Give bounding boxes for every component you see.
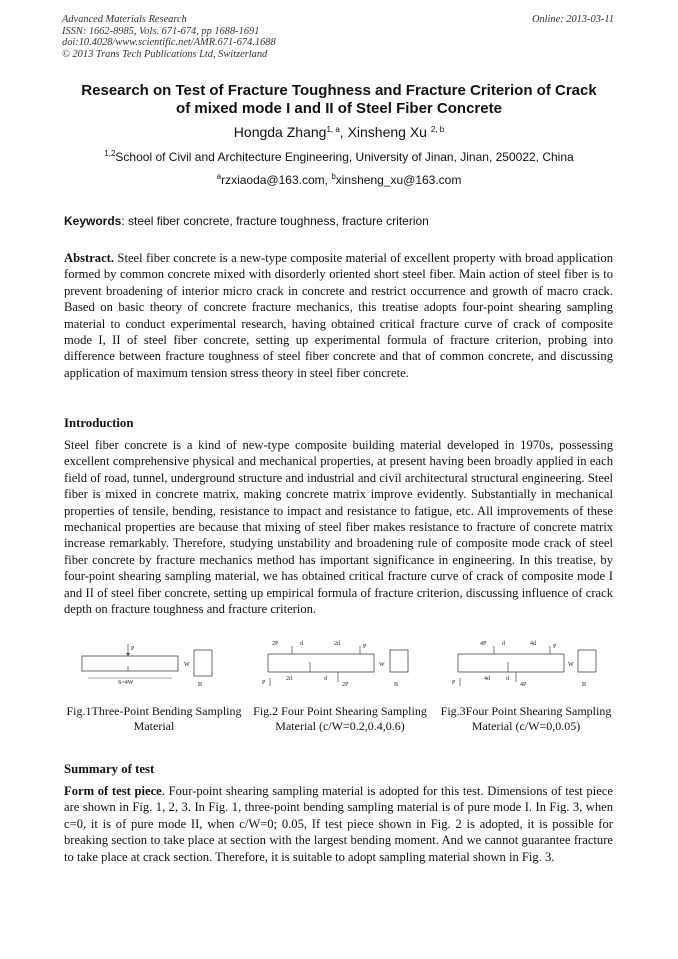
figure-3-diagram xyxy=(450,640,618,698)
fig2-label-top-right-load: P xyxy=(363,644,367,650)
figure-3-caption: Fig.3Four Point Shearing Sampling Material (c/W=0,0.05) xyxy=(440,704,612,733)
fig1-section xyxy=(194,650,212,676)
fig2-label-depth: B xyxy=(394,682,399,688)
title-line-2: of mixed mode I and II of Steel Fiber Concrete xyxy=(176,100,502,117)
fig3-label-depth: B xyxy=(582,682,587,688)
online-date: Online: 2013-03-11 xyxy=(531,14,614,25)
fig3-label-width: W xyxy=(568,662,574,668)
figure-2-diagram xyxy=(262,640,432,698)
abstract-label: Abstract. xyxy=(64,251,115,265)
journal-copyright: © 2013 Trans Tech Publications Ltd, Switzerland xyxy=(62,48,268,60)
journal-doi: doi:10.4028/www.scientific.net/AMR.671-674.1688 xyxy=(62,37,276,49)
fig3-label-bottom-right-load: 4P xyxy=(520,682,527,688)
journal-meta xyxy=(62,14,276,60)
fig2-label-bottom-d: d xyxy=(324,676,327,682)
figure-1-caption: Fig.1Three-Point Bending Sampling Material xyxy=(66,704,242,733)
fig1-label-span: S=4W xyxy=(118,680,134,686)
summary-body: . Four-point shearing sampling material is adopted for this test. Dimensions of test piece are shown in Fig. 1, 2, 3. In Fig. 1, three-point bending sampling material is of pure mode I. In Fig. 3, when c=0, it is of pure mode II, when c/W=0; 0.05, If test piece shown in Fig. 2 is adopted, it is possible for breaking section to take place at section with the largest bending moment. And we cannot guarantee fracture to take place at crack section. Therefore, it is suitable to adopt sampling material shown in Fig. 3. xyxy=(64,784,613,864)
author-emails xyxy=(62,173,616,187)
author-2: Xinsheng Xu xyxy=(347,124,431,140)
introduction-heading: Introduction xyxy=(64,416,134,430)
fig2-beam xyxy=(268,654,374,672)
fig2-label-top-left-load: 2P xyxy=(272,641,279,647)
fig2-label-bottom-right-load: 2P xyxy=(342,682,349,688)
keywords-text: : steel fiber concrete, fracture toughness, fracture criterion xyxy=(121,214,429,228)
fig3-label-bottom-d: d xyxy=(506,676,509,682)
abstract xyxy=(64,250,613,381)
fig1-label-depth: B xyxy=(198,682,203,688)
email-a[interactable]: rzxiaoda@163.com, xyxy=(221,173,332,187)
fig2-label-bottom-left-load: P xyxy=(262,680,266,686)
figures-row xyxy=(62,640,618,700)
fig3-label-top-right-load: P xyxy=(553,644,557,650)
fig1-load-arrowhead xyxy=(126,653,130,656)
author-separator: , xyxy=(339,124,348,140)
paper-title xyxy=(62,82,616,118)
figure-1-diagram xyxy=(76,640,226,692)
introduction-text: Steel fiber concrete is a kind of new-type composite building material developed in 1970s, possessing excellent comprehensive physical and mechanical properties, at present having been broadly applied in each field of road, tunnel, underground structure and industrial and civil architectural structural engineering. Steel fiber is mixed in concrete matrix, making concrete matrix improve evidently. Substantially in mechanical properties of tensile, bending, resistance to impact and resistance to fatigue, etc. All improvements of these mechanical properties are because that mixing of steel fiber makes resistance to fracture of concrete matrix increase remarkably. Therefore, studying unstability and broadening rule of composite mode crack of steel fiber concrete by fracture mechanics method has important significance in engineering. In this treatise, by four-point shearing sampling material, we has obtained critical fracture curve of crack of composite mode I and II of steel fiber concrete, setting up empirical formula of fracture criterion, discussing influence of crack depth on fracture toughness and fracture criterion. xyxy=(64,438,613,617)
fig2-label-width: W xyxy=(379,662,385,668)
author-2-sup: 2, b xyxy=(430,125,445,134)
keywords-label: Keywords xyxy=(64,214,122,228)
email-b[interactable]: xinsheng_xu@163.com xyxy=(335,173,462,187)
fig2-label-bottom-2d: 2d xyxy=(286,676,292,682)
author-1-sup: 1, a xyxy=(326,125,340,134)
affiliation-sup: 1,2 xyxy=(104,149,116,158)
fig2-label-d: d xyxy=(300,641,303,647)
fig1-label-width: W xyxy=(184,662,190,668)
fig3-beam xyxy=(458,654,564,672)
fig3-label-bottom-4d: 4d xyxy=(484,676,490,682)
journal-issn: ISSN: 1662-8985, Vols. 671-674, pp 1688-1691 xyxy=(62,25,260,37)
fig3-section xyxy=(578,650,596,672)
fig3-label-d: d xyxy=(502,641,505,647)
title-line-1: Research on Test of Fracture Toughness and Fracture Criterion of Crack xyxy=(81,82,597,99)
summary-text xyxy=(64,783,613,865)
abstract-text: Steel fiber concrete is a new-type composite material of excellent property with broad application formed by common concrete mixed with disorderly oriented short steel fiber. Main action of steel fiber is to prevent broadening of interior micro crack in concrete and restrict occurrence and growth of macro crack. Based on basic theory of concrete fracture mechanics, this treatise adopts four-point shearing sampling material to conduct experimental research, having obtained critical fracture curve of crack of composite mode I, II of steel fiber concrete, setting up experimental formula of fracture criterion, probing into difference between fracture toughness of steel fiber concrete and that of common concrete, and discussing application of maximum tension stress theory in steel fiber concrete. xyxy=(64,251,613,380)
summary-heading: Summary of test xyxy=(64,762,155,776)
fig1-label-load: P xyxy=(131,646,135,652)
email-a-sup: a xyxy=(216,172,222,181)
keywords xyxy=(64,214,429,228)
author-list xyxy=(62,124,616,140)
fig2-section xyxy=(390,650,408,672)
author-1: Hongda Zhang xyxy=(233,124,327,140)
fig3-label-bottom-left-load: P xyxy=(452,680,456,686)
affiliation xyxy=(62,150,616,164)
figure-2-caption: Fig.2 Four Point Shearing Sampling Material (c/W=0.2,0.4,0.6) xyxy=(253,704,427,733)
fig3-label-top-left-load: 4P xyxy=(480,641,487,647)
fig2-label-2d: 2d xyxy=(334,641,340,647)
fig1-beam xyxy=(82,656,178,671)
journal-name: Advanced Materials Research xyxy=(62,14,187,25)
fig3-label-4d: 4d xyxy=(530,641,536,647)
email-b-sup: b xyxy=(331,172,336,181)
summary-label: Form of test piece xyxy=(64,784,162,798)
affiliation-text: School of Civil and Architecture Engineering, University of Jinan, Jinan, 250022, China xyxy=(115,150,574,164)
